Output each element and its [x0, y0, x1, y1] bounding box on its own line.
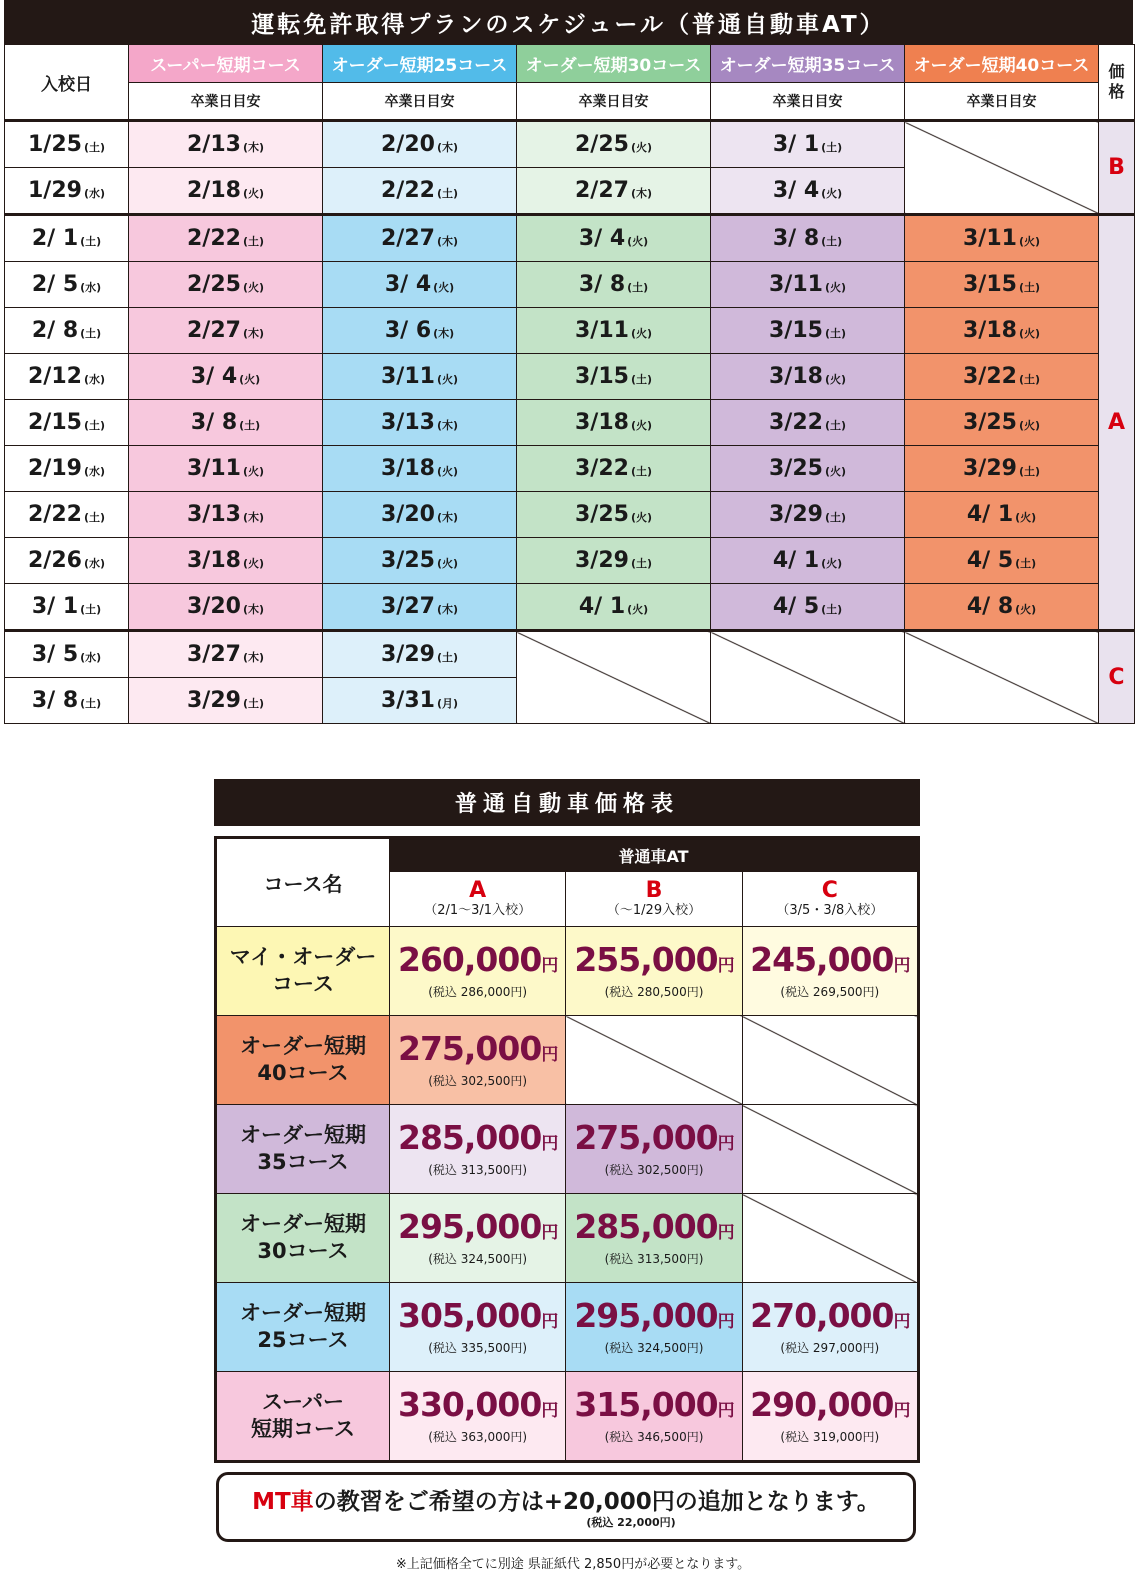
plan-a-header: A （2/1〜3/1入校）	[390, 872, 566, 927]
plan-c-header: C （3/5・3/8入校）	[742, 872, 918, 927]
grad-date: 3/18 (火)	[905, 308, 1099, 354]
entry-date: 1/25 (土)	[5, 121, 129, 168]
grad-date: 3/25 (火)	[905, 400, 1099, 446]
grad-date: 3/11 (火)	[711, 262, 905, 308]
not-available-cell	[742, 1194, 918, 1283]
group-b-rows	[5, 121, 1135, 215]
grad-date: 2/22 (土)	[129, 215, 323, 262]
price-cell: 245,000円 (税込 269,500円)	[742, 927, 918, 1016]
price-cell: 285,000円 (税込 313,500円)	[566, 1194, 742, 1283]
price-cell: 295,000円 (税込 324,500円)	[566, 1283, 742, 1372]
entry-date: 1/29 (水)	[5, 168, 129, 215]
grad-date: 3/11 (火)	[905, 215, 1099, 262]
entry-date: 2/ 1 (土)	[5, 215, 129, 262]
entry-date: 2/15 (土)	[5, 400, 129, 446]
schedule-row	[5, 538, 1135, 584]
price-group-a: A	[1099, 215, 1135, 631]
footnote: ※上記価格全てに別途 県証紙代 2,850円が必要となります。	[395, 1557, 751, 1572]
schedule-row	[5, 631, 1135, 678]
grad-date: 3/ 4 (火)	[129, 354, 323, 400]
price-row-order-25	[216, 1283, 919, 1372]
price-row-super	[216, 1372, 919, 1462]
schedule-row	[5, 446, 1135, 492]
plan-b-header: B （〜1/29入校）	[566, 872, 742, 927]
grad-date: 3/ 4 (火)	[711, 168, 905, 215]
grad-date: 3/ 1 (土)	[711, 121, 905, 168]
entry-date: 2/12 (水)	[5, 354, 129, 400]
entry-date: 2/19 (水)	[5, 446, 129, 492]
grad-date: 3/ 6 (木)	[323, 308, 517, 354]
grad-date: 2/22 (土)	[323, 168, 517, 215]
grad-date: 3/22 (土)	[711, 400, 905, 446]
grad-date: 3/18 (火)	[323, 446, 517, 492]
grad-date: 2/27 (木)	[129, 308, 323, 354]
schedule-title: 運転免許取得プランのスケジュール（普通自動車AT）	[4, 0, 1133, 44]
grad-date: 4/ 8 (火)	[905, 584, 1099, 631]
price-cell: 295,000円 (税込 324,500円)	[390, 1194, 566, 1283]
price-row-order-40	[216, 1016, 919, 1105]
course-header-30: オーダー短期30コース	[517, 45, 711, 83]
grad-date: 3/18 (火)	[129, 538, 323, 584]
entry-date: 2/ 5 (水)	[5, 262, 129, 308]
grad-date: 3/29 (土)	[905, 446, 1099, 492]
course-name: オーダー短期 35コース	[216, 1105, 390, 1194]
price-row-my-order	[216, 927, 919, 1016]
entry-date: 3/ 1 (土)	[5, 584, 129, 631]
schedule-row	[5, 400, 1135, 446]
group-a-rows	[5, 215, 1135, 631]
not-available-cell	[566, 1016, 742, 1105]
course-header-super: スーパー短期コース	[129, 45, 323, 83]
price-cell: 255,000円 (税込 280,500円)	[566, 927, 742, 1016]
grad-date: 3/15 (土)	[517, 354, 711, 400]
grad-date: 4/ 5 (土)	[711, 584, 905, 631]
price-cell: 275,000円 (税込 302,500円)	[566, 1105, 742, 1194]
entry-date-header: 入校日	[5, 45, 129, 121]
grad-date: 3/11 (火)	[517, 308, 711, 354]
grad-label: 卒業日目安	[711, 83, 905, 121]
price-cell: 285,000円 (税込 313,500円)	[390, 1105, 566, 1194]
grad-date: 3/29 (土)	[129, 678, 323, 724]
price-cell: 305,000円 (税込 335,500円)	[390, 1283, 566, 1372]
price-table	[214, 836, 920, 1463]
course-header-40: オーダー短期40コース	[905, 45, 1099, 83]
course-name: オーダー短期 25コース	[216, 1283, 390, 1372]
grad-date: 3/22 (土)	[905, 354, 1099, 400]
schedule-row	[5, 584, 1135, 631]
grad-date: 3/15 (土)	[711, 308, 905, 354]
course-header-35: オーダー短期35コース	[711, 45, 905, 83]
price-group-header-char1: 価	[1108, 62, 1125, 81]
grad-date: 3/31 (月)	[323, 678, 517, 724]
grad-date: 2/27 (木)	[517, 168, 711, 215]
price-group-b: B	[1099, 121, 1135, 215]
grad-date: 3/27 (木)	[129, 631, 323, 678]
price-cell: 270,000円 (税込 297,000円)	[742, 1283, 918, 1372]
entry-date: 2/ 8 (土)	[5, 308, 129, 354]
price-group-header-char2: 格	[1108, 82, 1125, 101]
schedule-row	[5, 308, 1135, 354]
vehicle-type-header: 普通車AT	[390, 838, 919, 872]
schedule-row	[5, 215, 1135, 262]
not-available-cell	[517, 631, 711, 724]
price-group-header	[1099, 45, 1135, 121]
grad-date: 4/ 1 (火)	[905, 492, 1099, 538]
grad-date: 3/ 8 (土)	[129, 400, 323, 446]
grad-date: 3/13 (木)	[323, 400, 517, 446]
grad-date: 2/18 (火)	[129, 168, 323, 215]
mt-surcharge-tax: (税込 22,000円)	[586, 1516, 676, 1529]
grad-date: 3/18 (火)	[711, 354, 905, 400]
course-name: マイ・オーダー コース	[216, 927, 390, 1016]
grad-date: 3/29 (土)	[711, 492, 905, 538]
price-table-title: 普通自動車価格表	[214, 779, 920, 826]
grad-date: 2/27 (木)	[323, 215, 517, 262]
group-c-rows	[5, 631, 1135, 724]
grad-date: 4/ 1 (火)	[517, 584, 711, 631]
grad-date: 2/25 (火)	[129, 262, 323, 308]
price-cell: 315,000円 (税込 346,500円)	[566, 1372, 742, 1462]
schedule-row	[5, 492, 1135, 538]
price-row-order-35	[216, 1105, 919, 1194]
grad-date: 2/13 (木)	[129, 121, 323, 168]
entry-date: 2/26 (水)	[5, 538, 129, 584]
course-name: スーパー 短期コース	[216, 1372, 390, 1462]
entry-date: 2/22 (土)	[5, 492, 129, 538]
not-available-cell	[711, 631, 905, 724]
grad-date: 2/20 (木)	[323, 121, 517, 168]
price-cell: 275,000円 (税込 302,500円)	[390, 1016, 566, 1105]
grad-date: 2/25 (火)	[517, 121, 711, 168]
grad-date: 3/ 8 (土)	[517, 262, 711, 308]
grad-date: 3/25 (火)	[323, 538, 517, 584]
grad-date: 3/20 (木)	[323, 492, 517, 538]
grad-date: 3/13 (木)	[129, 492, 323, 538]
course-name: オーダー短期 40コース	[216, 1016, 390, 1105]
entry-date: 3/ 5 (水)	[5, 631, 129, 678]
course-header-25: オーダー短期25コース	[323, 45, 517, 83]
grad-label: 卒業日目安	[517, 83, 711, 121]
course-name-header: コース名	[216, 838, 390, 927]
grad-date: 3/22 (土)	[517, 446, 711, 492]
grad-date: 3/ 4 (火)	[323, 262, 517, 308]
grad-date: 3/18 (火)	[517, 400, 711, 446]
entry-date: 3/ 8 (土)	[5, 678, 129, 724]
grad-date: 3/20 (木)	[129, 584, 323, 631]
grad-label: 卒業日目安	[905, 83, 1099, 121]
grad-date: 3/15 (土)	[905, 262, 1099, 308]
grad-date: 3/11 (火)	[129, 446, 323, 492]
grad-date: 3/29 (土)	[323, 631, 517, 678]
price-group-c: C	[1099, 631, 1135, 724]
schedule-row	[5, 354, 1135, 400]
price-row-order-30	[216, 1194, 919, 1283]
mt-surcharge-text: MT車の教習をご希望の方は+20,000円の追加となります。	[252, 1489, 880, 1515]
mt-surcharge-note	[216, 1472, 916, 1542]
grad-date: 3/ 4 (火)	[517, 215, 711, 262]
grad-date: 3/ 8 (土)	[711, 215, 905, 262]
price-cell: 330,000円 (税込 363,000円)	[390, 1372, 566, 1462]
not-available-cell	[905, 631, 1099, 724]
grad-date: 4/ 5 (土)	[905, 538, 1099, 584]
grad-date: 3/25 (火)	[517, 492, 711, 538]
grad-date: 4/ 1 (火)	[711, 538, 905, 584]
grad-label: 卒業日目安	[323, 83, 517, 121]
grad-date: 3/29 (土)	[517, 538, 711, 584]
grad-date: 3/27 (木)	[323, 584, 517, 631]
schedule-row	[5, 262, 1135, 308]
grad-label: 卒業日目安	[129, 83, 323, 121]
grad-date: 3/25 (火)	[711, 446, 905, 492]
price-cell: 260,000円 (税込 286,000円)	[390, 927, 566, 1016]
grad-date: 3/11 (火)	[323, 354, 517, 400]
course-name: オーダー短期 30コース	[216, 1194, 390, 1283]
schedule-table	[4, 44, 1135, 724]
schedule-row	[5, 121, 1135, 168]
not-available-cell	[742, 1016, 918, 1105]
price-cell: 290,000円 (税込 319,000円)	[742, 1372, 918, 1462]
not-available-cell	[742, 1105, 918, 1194]
not-available-cell	[905, 121, 1099, 215]
